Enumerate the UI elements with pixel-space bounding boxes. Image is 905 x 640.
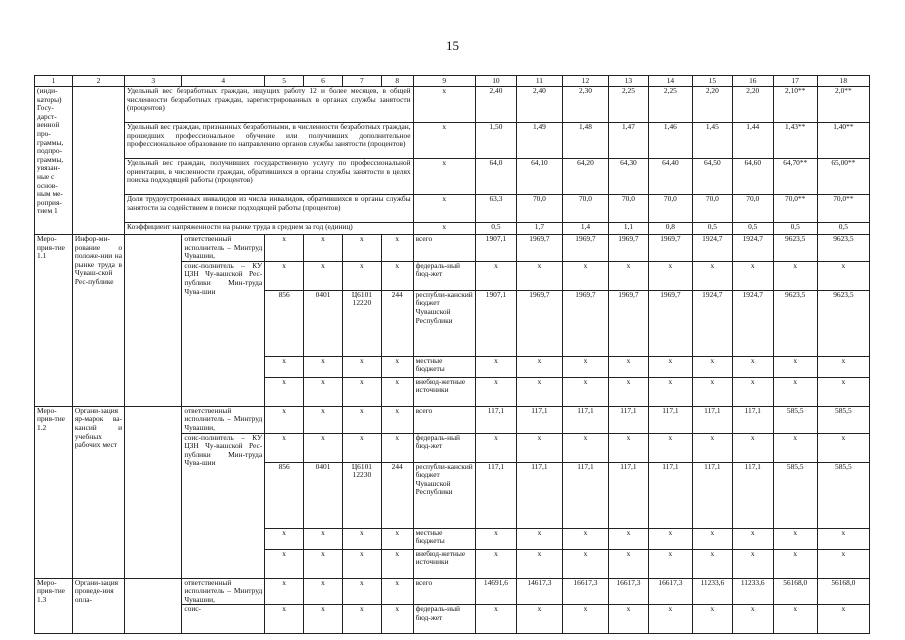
indicator-value: 2,20 [692, 87, 732, 123]
amount-cell: х [648, 549, 692, 578]
amount-cell: х [817, 356, 869, 377]
amount-cell: 9623,5 [817, 235, 869, 262]
indicator-value: 2,0** [817, 87, 869, 123]
indicator-value: 2,25 [648, 87, 692, 123]
column-header: 6 [304, 76, 343, 87]
amount-cell: х [732, 261, 773, 290]
amount-cell: 14617,3 [516, 578, 562, 605]
indicator-row [35, 159, 870, 195]
amount-cell: х [692, 356, 732, 377]
amount-cell: 56168,0 [817, 578, 869, 605]
column-header: 8 [381, 76, 413, 87]
amount-cell: х [562, 433, 608, 462]
amount-cell: х [773, 356, 817, 377]
amount-cell: х [692, 377, 732, 406]
column-header: 10 [475, 76, 516, 87]
amount-cell: х [773, 605, 817, 634]
amount-cell: 117,1 [608, 462, 648, 528]
amount-cell: х [608, 261, 648, 290]
indicator-value: 64,60 [732, 159, 773, 195]
code-cell: х [342, 356, 381, 377]
indicator-value: 0,5 [732, 223, 773, 235]
responsible-executor: ответственный исполнитель – Минтруд Чувашии, [182, 235, 265, 262]
amount-cell: х [648, 528, 692, 549]
indicator-value: 1,40** [817, 123, 869, 159]
indicator-value: 65,00** [817, 159, 869, 195]
amount-cell: х [475, 261, 516, 290]
indicator-value: 64,10 [516, 159, 562, 195]
event-label: Меро-прия-тие 1.2 [35, 406, 73, 578]
indicators-label: (инди-каторы) Госу-дарст-венной про-граммы, подпро-граммы, увязан-ные с основ-ным ме-роприя-тием 1 [35, 87, 73, 235]
amount-cell: х [516, 528, 562, 549]
indicator-value: 1,47 [608, 123, 648, 159]
amount-cell: 1969,7 [648, 290, 692, 356]
amount-cell: 585,5 [817, 462, 869, 528]
co-executor: соис-полнитель – КУ ЦЗН Чу-вашской Рес-публики Мин-труда Чува-шии [182, 433, 265, 578]
indicator-value: 0,8 [648, 223, 692, 235]
funding-source: внебюд-жетные источники [413, 549, 475, 578]
amount-cell: 56168,0 [773, 578, 817, 605]
code-cell: х [381, 605, 413, 634]
amount-cell: 117,1 [475, 406, 516, 433]
amount-cell: 117,1 [648, 406, 692, 433]
funding-source: республи-канский бюджет Чувашской Республики [413, 462, 475, 528]
indicator-value: 70,0 [516, 195, 562, 223]
code-cell: х [304, 528, 343, 549]
event-name: Органи-зация проведе-ния опла- [72, 578, 124, 634]
amount-cell: 1924,7 [732, 290, 773, 356]
indicator-value: 63,3 [475, 195, 516, 223]
amount-cell: х [692, 261, 732, 290]
indicator-text: Удельный вес граждан, получивших государственную услугу по профессиональной ориентации, в численности граждан, обратившихся в органы службы занятости в целях поиска подходящей работы (процентов) [125, 159, 414, 195]
amount-cell: х [475, 356, 516, 377]
amount-cell: 1907,1 [475, 290, 516, 356]
amount-cell: х [608, 356, 648, 377]
indicator-text: Коэффициент напряженности на рынке труда в среднем за год (единиц) [125, 223, 414, 235]
code-cell: х [304, 549, 343, 578]
indicator-value: 70,0 [608, 195, 648, 223]
indicator-value: 2,40 [516, 87, 562, 123]
code-cell: х [265, 377, 304, 406]
indicator-row [35, 195, 870, 223]
code-cell: х [381, 261, 413, 290]
column-header: 2 [72, 76, 124, 87]
table-cell [125, 235, 182, 407]
amount-cell: х [475, 377, 516, 406]
column-header: 7 [342, 76, 381, 87]
code-cell: 856 [265, 290, 304, 356]
amount-cell: х [817, 528, 869, 549]
amount-cell: 1924,7 [732, 235, 773, 262]
code-cell: х [265, 261, 304, 290]
amount-cell: 117,1 [648, 462, 692, 528]
code-cell: х [342, 377, 381, 406]
amount-cell: 585,5 [773, 462, 817, 528]
amount-cell: х [732, 605, 773, 634]
column-header: 18 [817, 76, 869, 87]
column-header: 3 [125, 76, 182, 87]
indicator-value: 0,5 [773, 223, 817, 235]
amount-cell: х [692, 605, 732, 634]
amount-cell: х [732, 433, 773, 462]
funding-source: федераль-ный бюд-жет [413, 605, 475, 634]
amount-cell: х [732, 356, 773, 377]
code-cell: х [304, 578, 343, 605]
amount-cell: 117,1 [516, 406, 562, 433]
indicator-value: 1,50 [475, 123, 516, 159]
indicator-value: 1,1 [608, 223, 648, 235]
amount-cell: х [516, 356, 562, 377]
code-cell: х [381, 235, 413, 262]
amount-cell: 1969,7 [562, 290, 608, 356]
amount-cell: 11233,6 [732, 578, 773, 605]
indicator-row [35, 87, 870, 123]
code-cell: х [342, 261, 381, 290]
indicator-value: 70,0 [562, 195, 608, 223]
amount-cell: х [608, 605, 648, 634]
amount-cell: х [516, 549, 562, 578]
indicator-value: 0,5 [817, 223, 869, 235]
code-cell: х [342, 235, 381, 262]
indicator-value: 1,43** [773, 123, 817, 159]
amount-cell: х [773, 549, 817, 578]
table-cell [72, 87, 124, 235]
amount-cell: 1924,7 [692, 235, 732, 262]
code-cell: х [265, 356, 304, 377]
amount-cell: 117,1 [692, 462, 732, 528]
page-number: 15 [446, 38, 459, 53]
amount-cell: х [608, 433, 648, 462]
indicator-text: Доля трудоустроенных инвалидов из числа инвалидов, обратившихся в органы службы занятости за содействием в поиске подходящей работы (процентов) [125, 195, 414, 223]
code-cell: х [304, 377, 343, 406]
amount-cell: х [732, 549, 773, 578]
column-header: 9 [413, 76, 475, 87]
amount-cell: х [817, 605, 869, 634]
indicator-value: 64,70** [773, 159, 817, 195]
funding-source: внебюд-жетные источники [413, 377, 475, 406]
indicator-value: 64,20 [562, 159, 608, 195]
code-cell: Ц6101 12230 [342, 462, 381, 528]
amount-cell: 16617,3 [562, 578, 608, 605]
indicator-value: 1,49 [516, 123, 562, 159]
indicator-value: 1,7 [516, 223, 562, 235]
amount-cell: х [562, 261, 608, 290]
amount-cell: 9623,5 [773, 235, 817, 262]
funding-source: всего [413, 578, 475, 605]
amount-cell: х [562, 377, 608, 406]
amount-cell: 1969,7 [608, 235, 648, 262]
code-cell: х [265, 528, 304, 549]
indicator-value: 70,0** [817, 195, 869, 223]
indicator-value: 2,10** [773, 87, 817, 123]
amount-cell: 14691,6 [475, 578, 516, 605]
amount-cell: х [732, 528, 773, 549]
amount-cell: 585,5 [817, 406, 869, 433]
amount-cell: 117,1 [732, 462, 773, 528]
amount-cell: х [516, 605, 562, 634]
code-cell: х [381, 578, 413, 605]
code-cell: х [381, 528, 413, 549]
code-cell: х [304, 433, 343, 462]
amount-cell: 1924,7 [692, 290, 732, 356]
amount-cell: х [562, 605, 608, 634]
indicator-value: 64,40 [648, 159, 692, 195]
code-cell: х [381, 433, 413, 462]
funding-source: республи-канский бюджет Чувашской Республики [413, 290, 475, 356]
indicator-mark: х [413, 223, 475, 235]
amount-cell: 1907,1 [475, 235, 516, 262]
amount-cell: х [648, 261, 692, 290]
indicator-value: 0,5 [692, 223, 732, 235]
responsible-executor: ответственный исполнитель – Минтруд Чувашии, [182, 406, 265, 433]
column-header: 12 [562, 76, 608, 87]
indicator-row [35, 123, 870, 159]
indicator-mark: х [413, 87, 475, 123]
code-cell: х [265, 578, 304, 605]
code-cell: 856 [265, 462, 304, 528]
code-cell: х [265, 549, 304, 578]
indicator-value: 70,0** [773, 195, 817, 223]
amount-cell: х [516, 261, 562, 290]
indicator-value: 70,0 [732, 195, 773, 223]
amount-cell: 117,1 [516, 462, 562, 528]
indicator-value: 64,30 [608, 159, 648, 195]
code-cell: х [304, 605, 343, 634]
amount-cell: х [773, 433, 817, 462]
amount-cell: 9623,5 [817, 290, 869, 356]
amount-cell: 1969,7 [648, 235, 692, 262]
amount-cell: х [562, 356, 608, 377]
amount-cell: х [562, 549, 608, 578]
co-executor: соис-полнитель – КУ ЦЗН Чу-вашской Рес-публики Мин-труда Чува-шии [182, 261, 265, 406]
amount-cell: х [773, 528, 817, 549]
amount-cell: 11233,6 [692, 578, 732, 605]
amount-cell: 117,1 [732, 406, 773, 433]
event-label: Меро-прия-тие 1.3 [35, 578, 73, 634]
code-cell: х [342, 406, 381, 433]
amount-cell: 1969,7 [608, 290, 648, 356]
funding-source: федераль-ный бюд-жет [413, 433, 475, 462]
indicator-text: Удельный вес граждан, признанных безработными, в численности безработных граждан, прошедших профессиональное обучение или получивших дополнительное профессиональное образование по направлению органов службы занятости (процентов) [125, 123, 414, 159]
code-cell: х [304, 356, 343, 377]
amount-cell: х [475, 528, 516, 549]
amount-cell: х [648, 377, 692, 406]
code-cell: х [304, 406, 343, 433]
amount-cell: х [608, 528, 648, 549]
amount-cell: х [516, 377, 562, 406]
indicator-value: 2,30 [562, 87, 608, 123]
column-header: 17 [773, 76, 817, 87]
amount-cell: 117,1 [562, 462, 608, 528]
event-label: Меро-прия-тие 1.1 [35, 235, 73, 407]
amount-cell: 1969,7 [562, 235, 608, 262]
indicator-value: 2,40 [475, 87, 516, 123]
table-cell [125, 406, 182, 578]
indicator-value: 1,48 [562, 123, 608, 159]
amount-cell: х [475, 549, 516, 578]
amount-cell: х [692, 433, 732, 462]
amount-cell: 1969,7 [516, 235, 562, 262]
amount-cell: 16617,3 [648, 578, 692, 605]
indicator-value: 1,46 [648, 123, 692, 159]
indicator-value: 70,0 [692, 195, 732, 223]
amount-cell: 117,1 [562, 406, 608, 433]
table-cell [125, 578, 182, 634]
funding-source: всего [413, 235, 475, 262]
column-header: 14 [648, 76, 692, 87]
code-cell: 0401 [304, 462, 343, 528]
funding-source: федераль-ный бюд-жет [413, 261, 475, 290]
amount-cell: х [648, 433, 692, 462]
header-row [35, 76, 870, 87]
amount-cell: х [692, 549, 732, 578]
amount-cell: х [817, 377, 869, 406]
amount-cell: х [773, 261, 817, 290]
event-name: Органи-зация яр-марок ва-кансий и учебных рабочих мест [72, 406, 124, 578]
code-cell: х [381, 406, 413, 433]
code-cell: х [265, 235, 304, 262]
code-cell: х [381, 356, 413, 377]
indicator-value: 2,25 [608, 87, 648, 123]
indicator-mark: х [413, 159, 475, 195]
amount-cell: х [817, 261, 869, 290]
amount-cell: 9623,5 [773, 290, 817, 356]
responsible-executor: ответственный исполнитель – Минтруд Чувашии, [182, 578, 265, 605]
amount-cell: х [608, 377, 648, 406]
code-cell: х [342, 528, 381, 549]
amount-cell: 16617,3 [608, 578, 648, 605]
column-header: 13 [608, 76, 648, 87]
code-cell: х [265, 406, 304, 433]
amount-cell: х [516, 433, 562, 462]
column-header: 4 [182, 76, 265, 87]
funding-source: всего [413, 406, 475, 433]
amount-cell: х [817, 433, 869, 462]
amount-cell: х [608, 549, 648, 578]
amount-cell: х [773, 377, 817, 406]
indicator-value: 64,0 [475, 159, 516, 195]
amount-cell: х [648, 605, 692, 634]
indicator-value: 1,44 [732, 123, 773, 159]
amount-cell: х [732, 377, 773, 406]
indicator-value: 1,4 [562, 223, 608, 235]
indicator-mark: х [413, 195, 475, 223]
indicator-mark: х [413, 123, 475, 159]
event-row [35, 406, 870, 433]
event-row [35, 578, 870, 605]
column-header: 15 [692, 76, 732, 87]
indicator-value: 0,5 [475, 223, 516, 235]
code-cell: х [342, 605, 381, 634]
amount-cell: х [562, 528, 608, 549]
amount-cell: 585,5 [773, 406, 817, 433]
indicator-value: 1,45 [692, 123, 732, 159]
funding-source: местные бюджеты [413, 528, 475, 549]
amount-cell: х [475, 605, 516, 634]
code-cell: 244 [381, 290, 413, 356]
amount-cell: 117,1 [608, 406, 648, 433]
code-cell: 244 [381, 462, 413, 528]
amount-cell: х [817, 549, 869, 578]
code-cell: х [342, 433, 381, 462]
code-cell: 0401 [304, 290, 343, 356]
indicator-value: 2,20 [732, 87, 773, 123]
funding-source: местные бюджеты [413, 356, 475, 377]
amount-cell: 117,1 [475, 462, 516, 528]
code-cell: х [265, 433, 304, 462]
column-header: 1 [35, 76, 73, 87]
code-cell: х [342, 549, 381, 578]
amount-cell: 1969,7 [516, 290, 562, 356]
code-cell: х [381, 549, 413, 578]
amount-cell: 117,1 [692, 406, 732, 433]
indicator-value: 70,0 [648, 195, 692, 223]
column-header: 11 [516, 76, 562, 87]
amount-cell: х [648, 356, 692, 377]
code-cell: х [304, 261, 343, 290]
amount-cell: х [692, 528, 732, 549]
code-cell: х [381, 377, 413, 406]
column-header: 16 [732, 76, 773, 87]
co-executor: соис- [182, 605, 265, 634]
indicator-row [35, 223, 870, 235]
budget-table [34, 75, 870, 634]
code-cell: х [304, 235, 343, 262]
indicator-text: Удельный вес безработных граждан, ищущих работу 12 и более месяцев, в общей численности безработных граждан, зарегистрированных в органах службы занятости (процентов) [125, 87, 414, 123]
event-name: Инфор-ми-рование о положе-нии на рынке труда в Чуваш-ской Рес-публике [72, 235, 124, 407]
code-cell: х [265, 605, 304, 634]
event-row [35, 235, 870, 262]
indicator-value: 64,50 [692, 159, 732, 195]
code-cell: Ц6101 12220 [342, 290, 381, 356]
code-cell: х [342, 578, 381, 605]
column-header: 5 [265, 76, 304, 87]
amount-cell: х [475, 433, 516, 462]
